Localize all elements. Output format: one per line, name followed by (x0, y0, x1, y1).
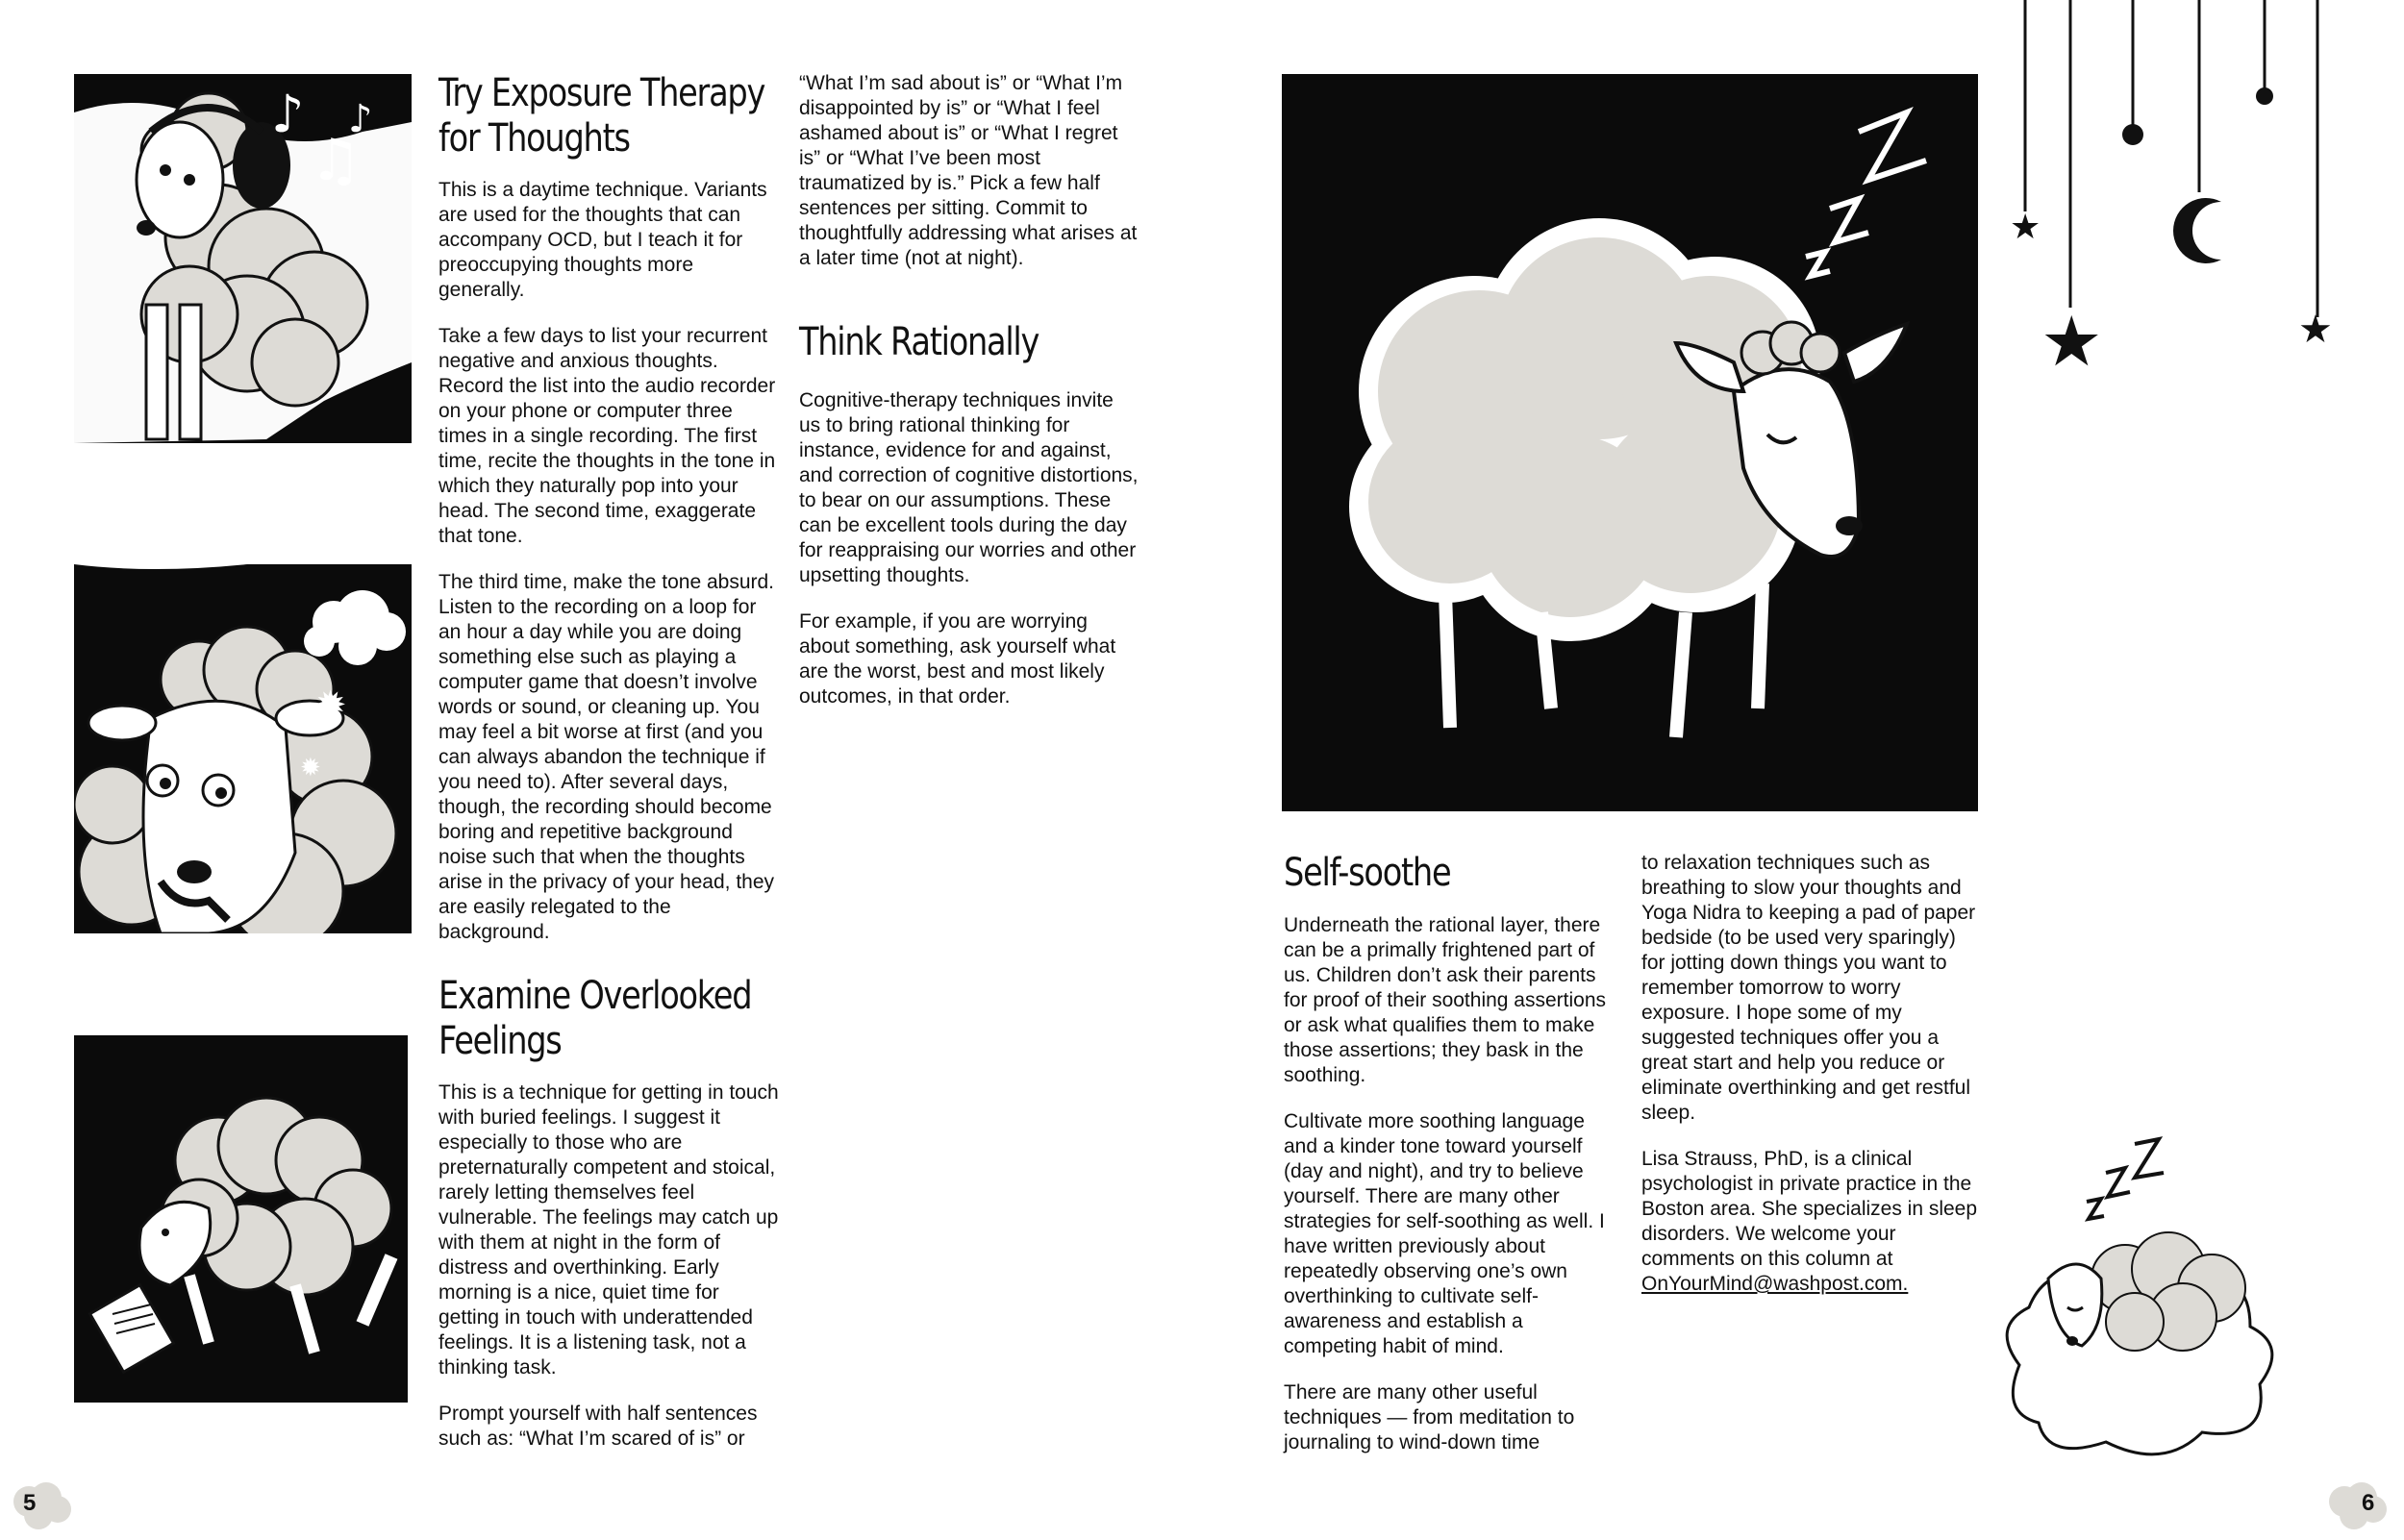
svg-text:♪: ♪ (271, 84, 305, 144)
page-sheep-icon-right (2325, 1478, 2389, 1532)
sheep-worried-icon (74, 564, 412, 933)
soothe-paragraph-1: Underneath the rational layer, there can be a primally frightened part of us. Children don’t ask their parents for proof of their soothing assertions or ask what qualifies them to make those assertions; they bask in the soothing. (1284, 914, 1607, 1086)
heading-exposure-line2: for Thoughts (438, 116, 630, 161)
svg-text:♫: ♫ (310, 127, 362, 194)
rational-paragraph-2: For example, if you are worrying about something, ask yourself what are the worst, best and most likely outcomes, in that order. (799, 610, 1116, 708)
hanging-stars-moon-icon (2000, 0, 2404, 375)
soothe-paragraph-4: to relaxation techniques such as breathing to slow your thoughts and Yoga Nidra to keeping a pad of paper bedside (to be used very sparingly) for jotting down things you want to remember tomorrow to worry exposure. I hope some of my suggested techniques offer you a great start and help you reduce or eliminate overthinking and get restful sleep. (1641, 852, 1976, 1124)
soothe-paragraph-2: Cultivate more soothing language and a kinder tone toward yourself (day and night), and try to believe yourself. There are many other strategies for self-soothing as well. I have written previously about repeatedly observing one’s own overthinking to cultivate self-awareness and establish a competing habit of mind. (1284, 1110, 1605, 1357)
soothe-column (1284, 913, 1620, 1455)
feelings-continued-column (799, 71, 1139, 292)
soothe-paragraph-3: There are many other useful techniques — from meditation to journaling to wind-down time (1284, 1381, 1575, 1453)
svg-text:✹: ✹ (300, 754, 321, 782)
heading-feelings-line1: Examine Overlooked (438, 974, 752, 1018)
svg-text:✹: ✹ (314, 683, 347, 728)
sheep-on-cloud-icon (1991, 1134, 2289, 1471)
feelings-paragraph-1: This is a technique for getting in touch with buried feelings. I suggest it especially to those who are preternaturally competent and stoical, rarely letting themselves feel vulnerable. The feelings may catch up with them at night in the form of distress and overthinking. Early morning is a nice, quiet time for getting in touch with underattended feelings. It is a listening task, not a thinking task. (438, 1081, 779, 1379)
sheep-sleeping-large-icon (1282, 74, 1978, 811)
exposure-paragraph-3: The third time, make the tone absurd. Listen to the recording on a loop for an hour a day while you are doing something else such as playing a computer game that doesn’t involve words or sound, or cleaning up. You may feel a bit worse at first (and you can always abandon the technique if you need to). After several days, though, the recording should become boring and repetitive background noise such that when the thoughts arise in the privacy of your head, they are easily relegated to the background. (438, 571, 775, 943)
exposure-paragraph-2: Take a few days to list your recurrent negative and anxious thoughts. Record the list into the audio recorder on your phone or computer three times in a single recording. The first time, recite the thoughts in the tone in which they naturally pop into your head. The second time, exaggerate that tone. (438, 325, 776, 547)
soothe-continued-column (1641, 851, 1978, 1297)
heading-soothe: Self-soothe (1284, 851, 1451, 895)
sheep-writing-icon (74, 1035, 408, 1403)
feelings-paragraph-2: Prompt yourself with half sentences such as: “What I’m scared of is” or (438, 1403, 758, 1450)
svg-text:★: ★ (2298, 308, 2333, 352)
sheep-headphones-illustration (74, 74, 412, 443)
heading-exposure-line1: Try Exposure Therapy (438, 71, 765, 115)
exposure-paragraph-1: This is a daytime technique. Variants are used for the thoughts that can accompany OCD, but I teach it for preoccupying thoughts more generally. (438, 179, 767, 301)
sheep-writing-illustration (74, 1035, 408, 1403)
author-bio-text: Lisa Strauss, PhD, is a clinical psychologist in private practice in the Boston area. She specializes in sleep disorders. We welcome your comments on this column at (1641, 1148, 1978, 1270)
heading-feelings-line2: Feelings (438, 1019, 562, 1063)
svg-text:★: ★ (2041, 301, 2103, 375)
heading-rational: Think Rationally (799, 320, 1039, 364)
sheep-headphones-icon (74, 74, 412, 443)
email-link[interactable]: OnYourMind@washpost.com. (1641, 1273, 1909, 1295)
exposure-column (438, 178, 779, 966)
feelings-paragraph-3: “What I’m sad about is” or “What I’m disappointed by is” or “What I feel ashamed about is” or “What I regret is” or “What I’ve been most traumatized by is.” Pick a few half sentences per sitting. Commit to thoughtfully addressing what arises at a later time (not at night). (799, 72, 1138, 269)
sheep-worried-illustration (74, 564, 412, 933)
rational-paragraph-1: Cognitive-therapy techniques invite us to bring rational thinking for instance, evidence for and against, and correction of cognitive distortions, to bear on our assumptions. These can be excellent tools during the day for reappraising our worries and other upsetting thoughts. (799, 389, 1139, 586)
svg-text:★: ★ (2010, 208, 2041, 247)
rational-column (799, 388, 1139, 731)
svg-text:♪: ♪ (348, 97, 373, 141)
page-number-left: 5 (23, 1490, 37, 1516)
author-bio (1641, 1147, 1978, 1297)
feelings-column (438, 1080, 779, 1452)
page-sheep-icon-left (10, 1478, 73, 1532)
page-number-right: 6 (2362, 1490, 2375, 1516)
sheep-sleeping-large-illustration (1282, 74, 1978, 811)
